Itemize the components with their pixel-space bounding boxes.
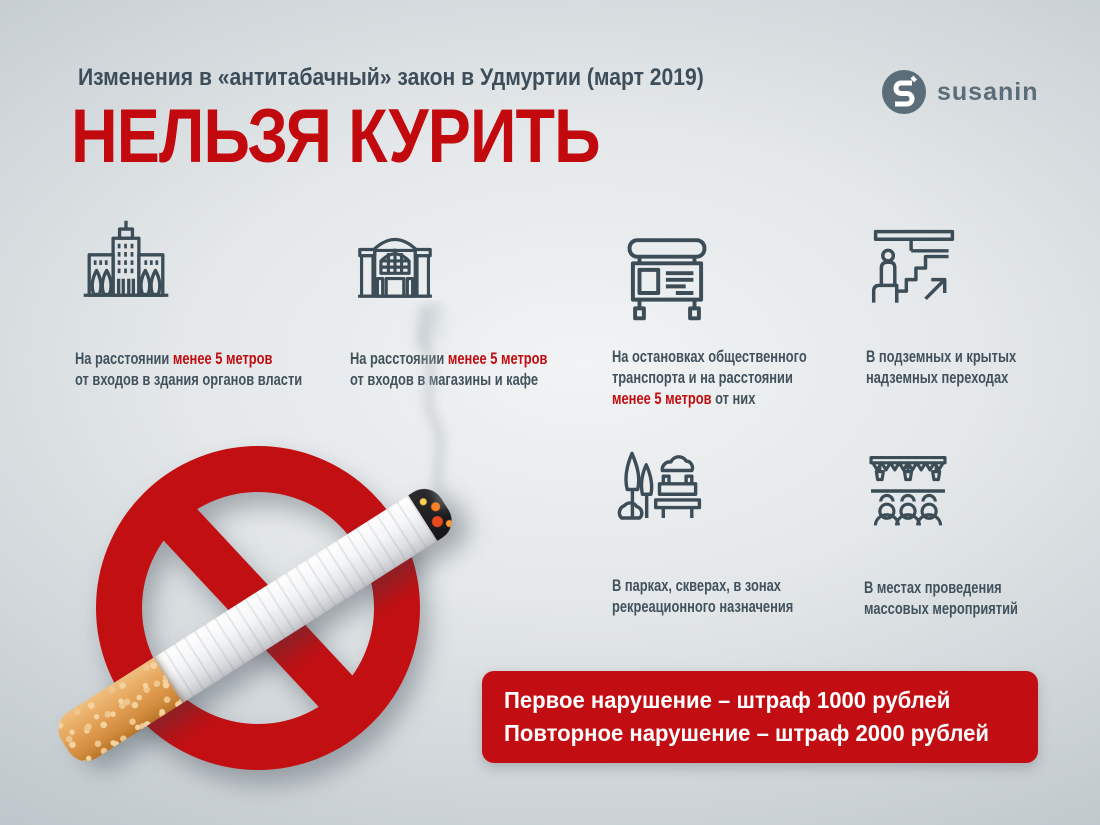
brand-wordmark: susanin xyxy=(937,77,1039,106)
caption-line: от входов в здания органов власти xyxy=(75,371,303,389)
caption-line: рекреационного назначения xyxy=(612,598,794,616)
caption-line: На расстоянии менее 5 метров xyxy=(350,350,548,368)
caption-line: транспорта и на расстоянии xyxy=(612,369,793,387)
mass-events-icon xyxy=(864,447,952,537)
caption-line: от входов в магазины и кафе xyxy=(350,371,539,389)
location-caption xyxy=(75,349,302,391)
park-bench-icon xyxy=(612,442,707,537)
caption-line: На расстоянии менее 5 метров xyxy=(75,350,273,368)
brand-logo xyxy=(881,69,1038,115)
susanin-logo-icon xyxy=(881,69,927,115)
page-title: НЕЛЬЗЯ КУРИТЬ xyxy=(71,94,600,179)
subtitle: Изменения в «антитабачный» закон в Удмуртии (март 2019) xyxy=(78,64,704,91)
bus-stop-icon xyxy=(612,227,722,311)
caption-line: массовых мероприятий xyxy=(864,600,1018,618)
shopping-mall-icon xyxy=(351,224,439,310)
caption-line: В подземных и крытых xyxy=(866,348,1017,366)
caption-line: В парках, скверах, в зонах xyxy=(612,577,781,595)
caption-line: В местах проведения xyxy=(864,579,1002,597)
penalty-first-violation: Первое нарушение – штраф 1000 рублей xyxy=(504,687,951,713)
caption-line: надземных переходах xyxy=(866,369,1009,387)
government-building-icon xyxy=(80,218,172,310)
underpass-crossing-icon xyxy=(866,222,962,318)
penalty-repeat-violation: Повторное нарушение – штраф 2000 рублей xyxy=(504,720,989,746)
caption-line: На остановках общественного xyxy=(612,348,807,366)
location-caption xyxy=(866,347,1016,389)
location-caption xyxy=(350,349,547,391)
penalty-banner xyxy=(482,671,1038,763)
location-caption xyxy=(612,347,807,410)
caption-line: менее 5 метров от них xyxy=(612,390,756,408)
location-caption xyxy=(612,576,793,618)
location-caption xyxy=(864,578,1018,620)
